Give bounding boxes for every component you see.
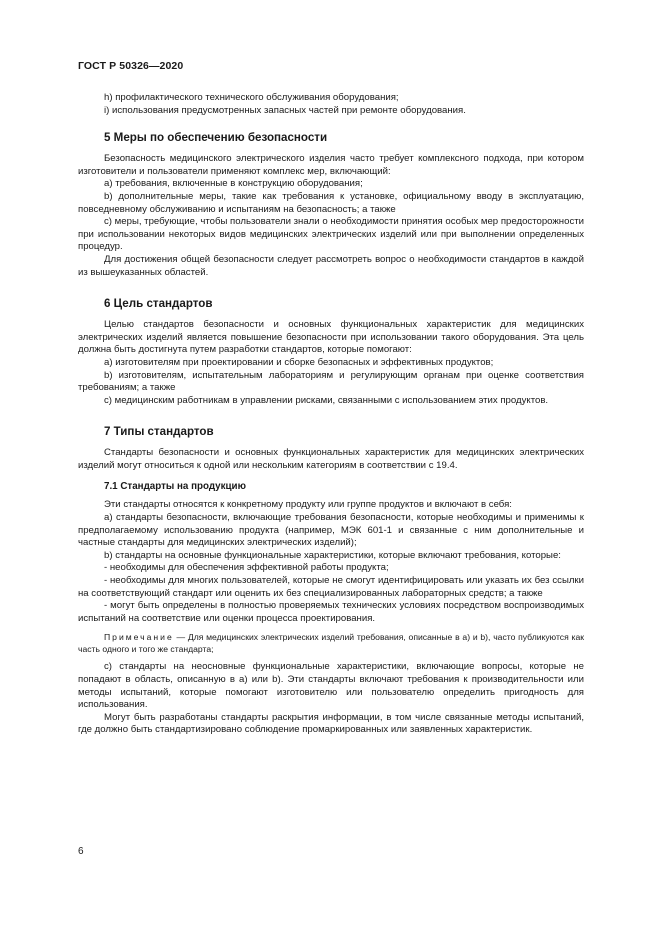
- paragraph: Безопасность медицинского электрического изделия часто требует комплексного подхода, при котором изготовители и пользователи применяют комплекс мер, включающий:: [78, 153, 584, 177]
- note: [78, 631, 584, 655]
- dash-item: - необходимы для обеспечения эффективной работы продукта;: [104, 562, 389, 574]
- list-item-c: c) медицинским работникам в управлении рисками, связанными с использованием этих продуктов.: [104, 394, 549, 406]
- dash-item: - необходимы для многих пользователей, которые не смогут идентифицировать или указать их без ссылки на соответствующий стандарт или оценить их без специализированных лабораторных средств; а также: [78, 575, 584, 599]
- list-item-c: c) стандарты на неосновные функциональные характеристики, включающие вопросы, которые не попадают в область, описанную в а) или b). Эти стандарты включают требования к производительности или методы испытаний, которые помогают изготовителю или пользователю определить пригодность для использования.: [78, 661, 584, 711]
- dash-item: - могут быть определены в полностью проверяемых технических условиях посредством воспроизводимых испытаний на соответствие или оценки процесса проектирования.: [78, 600, 584, 624]
- paragraph: Могут быть разработаны стандарты раскрытия информации, в том числе связанные методы испытаний, где должно быть стандартизировано соблюдение промаркированных или заявленных характеристик.: [78, 711, 584, 736]
- document-body: [78, 92, 584, 737]
- paragraph: Эти стандарты относятся к конкретному продукту или группе продуктов и включают в себя:: [104, 499, 512, 511]
- section-6-title: 6 Цель стандартов: [104, 297, 213, 311]
- paragraph: Для достижения общей безопасности следует рассмотреть вопрос о необходимости стандартов в каждой из вышеуказанных областей.: [78, 253, 584, 278]
- section-5-title: 5 Меры по обеспечению безопасности: [104, 131, 328, 145]
- list-item-a: a) требования, включенные в конструкцию оборудования;: [104, 178, 363, 190]
- note-label: Примечание: [104, 632, 174, 643]
- list-item-i: i) использования предусмотренных запасных частей при ремонте оборудования.: [104, 104, 466, 116]
- list-item-h: h) профилактического технического обслуживания оборудования;: [104, 92, 399, 103]
- paragraph: Целью стандартов безопасности и основных функциональных характеристик для медицинских электрических изделий является повышение безопасности при использовании такого оборудования. Эта цель должна быть достигнута путем разработки стандартов, которые помогают:: [78, 319, 584, 356]
- list-item-a: a) изготовителям при проектировании и сборке безопасных и эффективных продуктов;: [104, 356, 494, 368]
- document-id: ГОСТ Р 50326—2020: [78, 60, 184, 72]
- list-item-c: c) меры, требующие, чтобы пользователи знали о необходимости принятия особых мер предосторожности при использовании некоторых видов медицинских электрических изделий или при выполнении определенных процедур.: [78, 216, 584, 253]
- list-item-b: b) дополнительные меры, такие как требования к установке, официальному вводу в эксплуатацию, повседневному обслуживанию и испытаниям на безопасность; а также: [78, 190, 584, 215]
- list-item-b: b) стандарты на основные функциональные характеристики, которые включают требования, которые:: [104, 549, 561, 561]
- list-item-b: b) изготовителям, испытательным лабораториям и регулирующим органам при оценке соответствия требованиям; а также: [78, 369, 584, 394]
- subsection-7-1-title: 7.1 Стандарты на продукцию: [104, 481, 246, 493]
- page-number: 6: [78, 846, 84, 857]
- section-7-title: 7 Типы стандартов: [104, 425, 214, 439]
- note-text: — Для медицинских электрических изделий требования, описанные в а) и b), часто публикуются как часть одного и того же стандарта;: [78, 632, 584, 655]
- list-item-a: a) стандарты безопасности, включающие требования безопасности, которые необходимы и применимы к предполагаемому использованию продукта (например, МЭК 601-1 и связанные с ним дополнительные и частные стандарты для медицинских электрических изделий);: [78, 512, 584, 549]
- paragraph: Стандарты безопасности и основных функциональных характеристик для медицинских электрических изделий могут относиться к одной или нескольким категориям в соответствии с 19.4.: [78, 447, 584, 471]
